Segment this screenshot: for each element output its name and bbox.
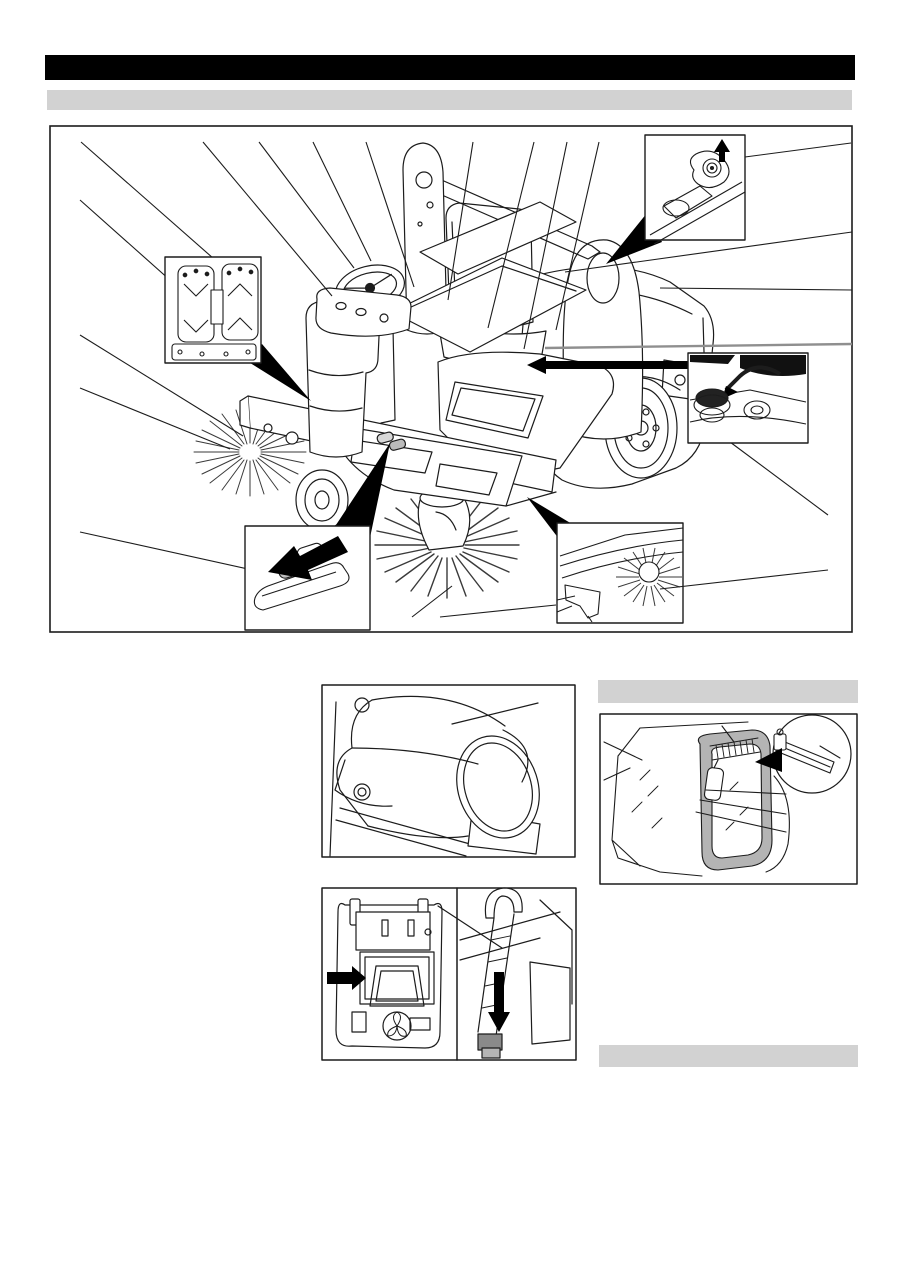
cab-figure bbox=[600, 714, 857, 884]
light-bar-cap bbox=[774, 734, 786, 750]
chassis-bolt2 bbox=[264, 424, 272, 432]
hose-coupling2 bbox=[482, 1048, 500, 1058]
pedal-left bbox=[178, 266, 214, 342]
pedal-hinge bbox=[211, 290, 223, 324]
inset-filler-cap bbox=[645, 135, 745, 244]
lid-plate bbox=[356, 912, 430, 950]
rear-brush-hub bbox=[639, 562, 659, 582]
filter-compartment-panel bbox=[327, 899, 442, 1048]
door-glass bbox=[712, 744, 762, 858]
inset-pedals bbox=[165, 257, 261, 363]
filler-cup-dark bbox=[696, 389, 728, 407]
container bbox=[530, 962, 570, 1044]
section-bar-cab bbox=[598, 680, 858, 703]
title-bar bbox=[45, 55, 855, 80]
chassis-bolt bbox=[286, 432, 298, 444]
pedal-right bbox=[222, 264, 258, 340]
section-bar-top bbox=[47, 90, 852, 110]
pedal-base-plate bbox=[172, 344, 256, 360]
dashboard bbox=[316, 288, 411, 336]
inset-rear-flap bbox=[557, 523, 683, 623]
main-overview-figure bbox=[50, 126, 852, 632]
inset-oil-filler bbox=[688, 353, 808, 443]
inset-floor-nozzle bbox=[245, 526, 370, 630]
section-bar-bottom bbox=[599, 1045, 858, 1067]
inset-filler-frame bbox=[645, 135, 745, 240]
dust-bag-figure bbox=[322, 685, 575, 857]
filter-hose-figure bbox=[322, 888, 576, 1060]
